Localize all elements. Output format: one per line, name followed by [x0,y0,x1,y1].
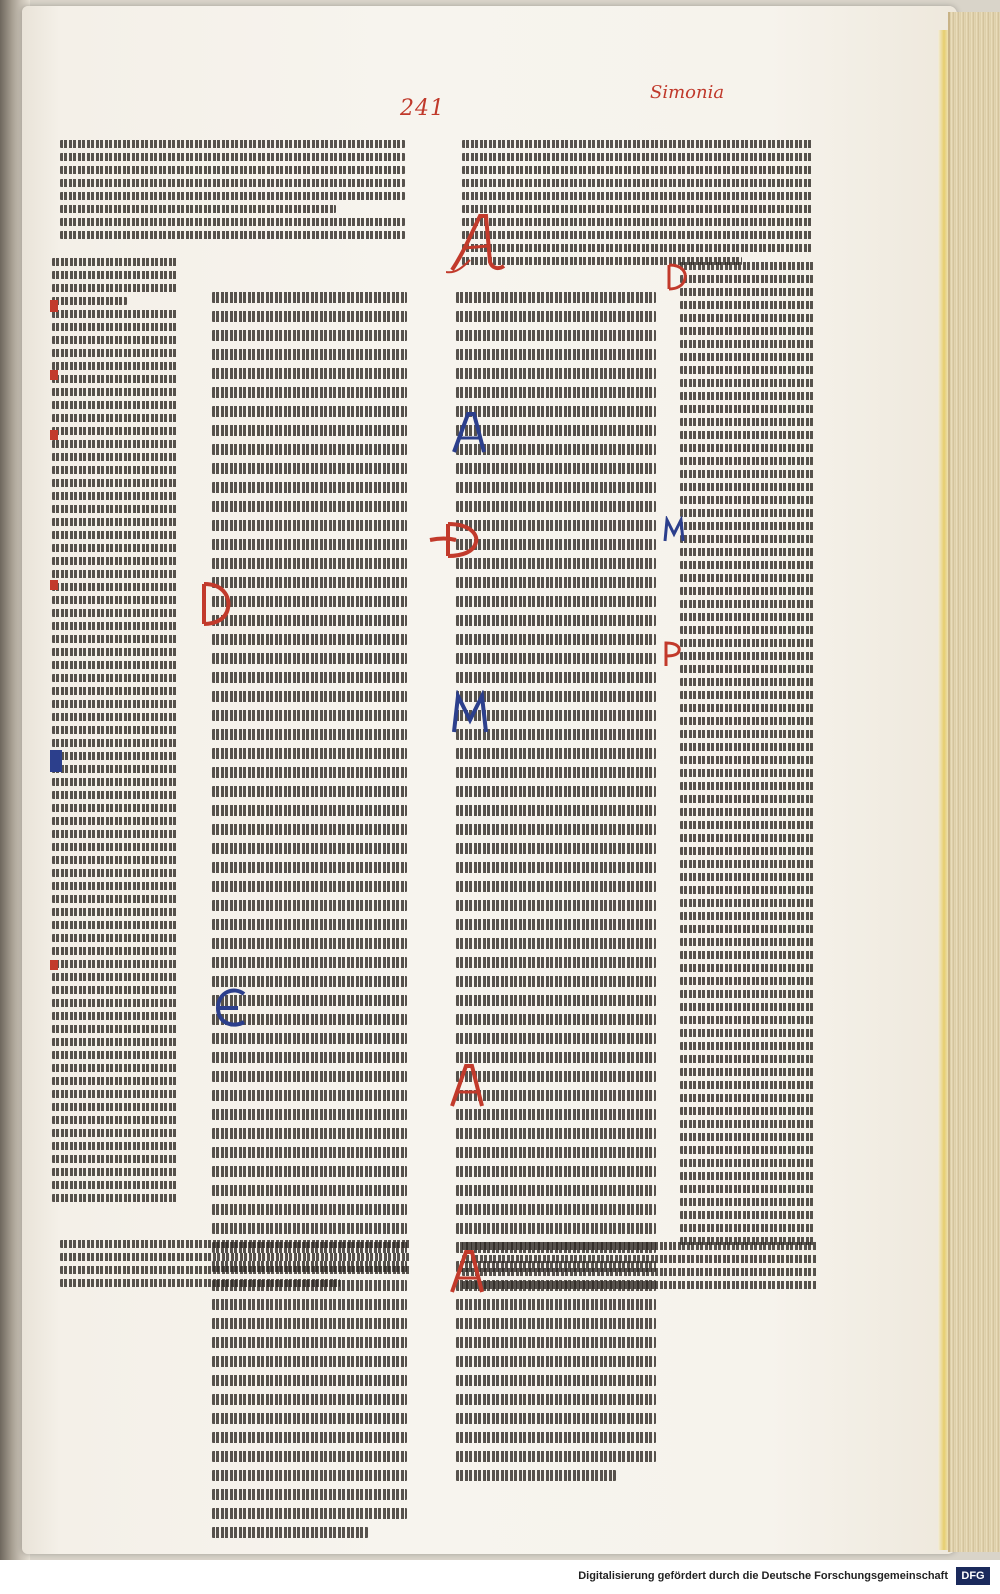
initial-d-red-mid [428,520,488,560]
main-column-1 [212,292,407,1546]
paragraph-marks-left-gloss [46,300,66,1000]
dfg-logo-icon: DFG [956,1567,990,1585]
gloss-bottom-right [462,1242,817,1294]
initial-m-right-column [662,516,686,544]
initial-e-blue [214,986,250,1030]
main-column-2 [456,292,656,1489]
initial-d-left [196,580,232,630]
page-stack-edges [948,12,1000,1552]
gloss-top-right [462,140,812,270]
initial-p-right-column [662,640,682,668]
footer-credit: Digitalisierung gefördert durch die Deutsche Forschungsgemeinschaft [578,1570,948,1582]
gloss-top-left [60,140,405,244]
gloss-left-column [52,258,177,1207]
initial-a-blue-mid [450,410,490,456]
gloss-bottom-left [60,1240,410,1292]
initial-a-red-bottom [448,1248,488,1296]
initial-m-blue [450,690,490,736]
folio-number: 241 [400,96,445,121]
initial-a-top-right [446,212,506,276]
initial-a-red-lower [448,1062,488,1110]
gloss-right-column [680,262,815,1250]
running-head: Simonia [650,82,725,103]
footer-bar [0,1560,1000,1594]
initial-d-right-column [664,262,688,292]
